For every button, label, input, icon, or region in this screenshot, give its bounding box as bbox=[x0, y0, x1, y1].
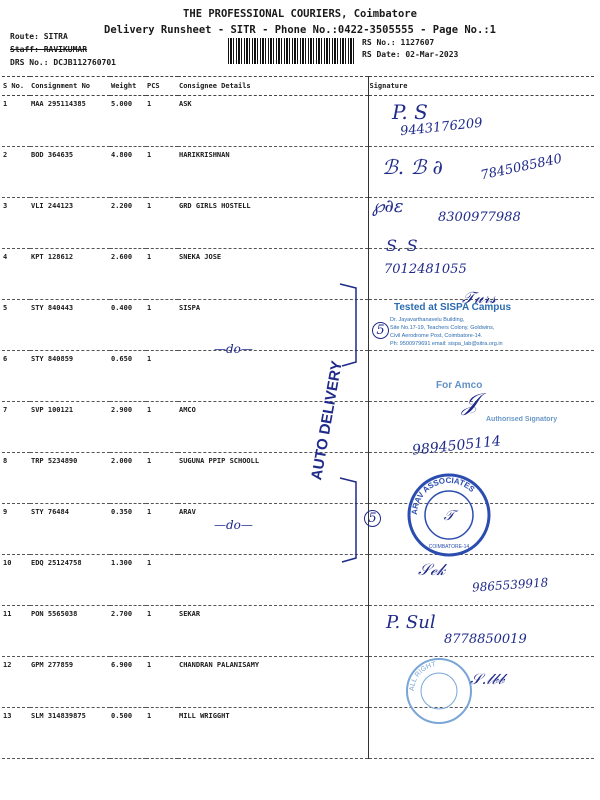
row-weight: 2.700 bbox=[110, 606, 146, 657]
phone-4: 7012481055 bbox=[384, 262, 467, 277]
ditto-mark-6: —do— bbox=[214, 342, 253, 356]
rs-date: RS Date: 02-Mar-2023 bbox=[362, 50, 459, 59]
row-pcs: 1 bbox=[146, 555, 178, 606]
row-sno: 2 bbox=[2, 147, 30, 198]
row-consignee: MILL WRIGGHT bbox=[178, 708, 368, 759]
arav-stamp bbox=[404, 470, 494, 560]
row-sno: 5 bbox=[2, 300, 30, 351]
svg-text:ALL RIGHT bbox=[409, 661, 437, 691]
row-consignee: SEKAR bbox=[178, 606, 368, 657]
table-row bbox=[2, 453, 594, 504]
table-row bbox=[2, 504, 594, 555]
row-sno: 12 bbox=[2, 657, 30, 708]
sispa-line: Dr. Jayavarthanavelu Building, bbox=[390, 317, 465, 323]
arav-city-text: COIMBATORE-14 bbox=[428, 544, 470, 550]
row-consignee: SUGUNA PPIP SCHOOLL bbox=[178, 453, 368, 504]
signature-2: ℬ. ℬ ∂ bbox=[382, 155, 443, 179]
signature-12: P. Sul bbox=[386, 612, 436, 633]
row-pcs: 1 bbox=[146, 96, 178, 147]
runsheet-subtitle: Delivery Runsheet - SITR - Phone No.:0422-3505555 - Page No.:1 bbox=[104, 24, 496, 36]
row-sno: 6 bbox=[2, 351, 30, 402]
row-consignee: ARAV bbox=[178, 504, 368, 555]
phone-3: 8300977988 bbox=[438, 210, 521, 225]
bottom-ring-stamp bbox=[404, 656, 474, 726]
row-consignment: EDQ 25124758 bbox=[30, 555, 110, 606]
row-pcs: 1 bbox=[146, 351, 178, 402]
row-weight: 6.900 bbox=[110, 657, 146, 708]
row-sno: 7 bbox=[2, 402, 30, 453]
rs-number: RS No.: 1127607 bbox=[362, 38, 435, 47]
sispa-line: Civil Aerodrome Post, Coimbatore-14. bbox=[390, 333, 483, 339]
row-consignment: PON 5565038 bbox=[30, 606, 110, 657]
auto-delivery-stamp: AUTO DELIVERY bbox=[308, 359, 346, 482]
signature-13: 𝒮.𝓁𝒷𝒷 bbox=[470, 670, 505, 688]
table-row bbox=[2, 708, 594, 759]
phone-1: 9443176209 bbox=[399, 115, 484, 140]
row-consignment: SLM 314839875 bbox=[30, 708, 110, 759]
row-consignment: STY 76484 bbox=[30, 504, 110, 555]
col-consignment: Consignment No bbox=[30, 77, 110, 96]
signature-1: P. S bbox=[392, 100, 428, 124]
table-row bbox=[2, 402, 594, 453]
signature-11: 𝒮ℯ𝓀 bbox=[418, 560, 446, 579]
row-consignee: CHANDRAN PALANISAMY bbox=[178, 657, 368, 708]
row-weight: 4.800 bbox=[110, 147, 146, 198]
row-pcs: 1 bbox=[146, 606, 178, 657]
company-name: THE PROFESSIONAL COURIERS, Coimbatore bbox=[183, 8, 417, 20]
sispa-stamp-body bbox=[390, 316, 503, 348]
arav-ring-text: ARAV ASSOCIATES bbox=[409, 475, 477, 516]
bracket-number-1: 5 bbox=[372, 322, 389, 339]
signature-4: S. S bbox=[386, 236, 418, 255]
row-pcs: 1 bbox=[146, 402, 178, 453]
table-row bbox=[2, 249, 594, 300]
row-consignee: HARIKRISHNAN bbox=[178, 147, 368, 198]
row-consignment: MAA 295114385 bbox=[30, 96, 110, 147]
staff-label: Staff: RAVIKUMAR bbox=[10, 45, 88, 54]
signature-7: 𝒥 bbox=[462, 388, 479, 416]
row-weight: 0.400 bbox=[110, 300, 146, 351]
row-weight: 0.500 bbox=[110, 708, 146, 759]
row-sno: 3 bbox=[2, 198, 30, 249]
row-pcs: 1 bbox=[146, 657, 178, 708]
sispa-stamp-title: Tested at SISPA Campus bbox=[394, 302, 512, 313]
col-weight: Weight bbox=[110, 77, 146, 96]
row-consignment: STY 840443 bbox=[30, 300, 110, 351]
row-consignment: BOD 364635 bbox=[30, 147, 110, 198]
sispa-line: Ph: 9500979691 email: sispa_lab@sitra.org.in bbox=[390, 341, 503, 347]
ditto-mark-10: —do— bbox=[214, 518, 253, 532]
row-weight: 0.350 bbox=[110, 504, 146, 555]
row-sno: 10 bbox=[2, 555, 30, 606]
col-consignee: Consignee Details bbox=[178, 77, 368, 96]
col-signature: Signature bbox=[368, 77, 594, 96]
bracket-number-2: 5 bbox=[364, 510, 381, 527]
drs-number: DRS No.: DCJB112760701 bbox=[10, 58, 116, 67]
row-consignee: AMCO bbox=[178, 402, 368, 453]
row-consignment: GPM 277859 bbox=[30, 657, 110, 708]
bracket-marks bbox=[338, 282, 362, 572]
row-sno: 8 bbox=[2, 453, 30, 504]
barcode bbox=[228, 38, 354, 64]
table-row bbox=[2, 351, 594, 402]
row-sno: 11 bbox=[2, 606, 30, 657]
col-pcs: PCS bbox=[146, 77, 178, 96]
sispa-line: Site No.17-19, Teachers Colony, Goldwins, bbox=[390, 325, 495, 331]
row-consignee: ASK bbox=[178, 96, 368, 147]
row-consignee: SISPA bbox=[178, 300, 368, 351]
row-pcs: 1 bbox=[146, 147, 178, 198]
row-pcs: 1 bbox=[146, 198, 178, 249]
row-consignment: STY 840859 bbox=[30, 351, 110, 402]
row-pcs: 1 bbox=[146, 453, 178, 504]
row-weight: 5.000 bbox=[110, 96, 146, 147]
row-consignee: GRD GIRLS HOSTELL bbox=[178, 198, 368, 249]
row-pcs: 1 bbox=[146, 300, 178, 351]
row-pcs: 1 bbox=[146, 708, 178, 759]
svg-text:𝒯: 𝒯 bbox=[443, 508, 455, 524]
row-sno: 9 bbox=[2, 504, 30, 555]
row-weight: 2.600 bbox=[110, 249, 146, 300]
row-consignment: KPT 128612 bbox=[30, 249, 110, 300]
amco-stamp-top: For Amco bbox=[436, 380, 483, 391]
table-header-row bbox=[2, 77, 594, 96]
row-signature bbox=[368, 708, 594, 759]
row-pcs: 1 bbox=[146, 504, 178, 555]
row-sno: 4 bbox=[2, 249, 30, 300]
row-sno: 13 bbox=[2, 708, 30, 759]
phone-2: 7845085840 bbox=[479, 151, 564, 184]
row-signature bbox=[368, 351, 594, 402]
signature-3: ℘∂ε bbox=[372, 196, 404, 217]
row-weight: 0.650 bbox=[110, 351, 146, 402]
phone-7: 9894505114 bbox=[411, 433, 502, 459]
row-sno: 1 bbox=[2, 96, 30, 147]
route-label: Route: SITRA bbox=[10, 32, 68, 41]
table-row bbox=[2, 606, 594, 657]
row-consignee: SNEKA JOSE bbox=[178, 249, 368, 300]
amco-stamp-bottom: Authorised Signatory bbox=[486, 416, 558, 423]
row-weight: 2.000 bbox=[110, 453, 146, 504]
row-consignment: VLI 244123 bbox=[30, 198, 110, 249]
row-pcs: 1 bbox=[146, 249, 178, 300]
row-weight: 1.300 bbox=[110, 555, 146, 606]
row-consignment: SVP 100121 bbox=[30, 402, 110, 453]
row-weight: 2.200 bbox=[110, 198, 146, 249]
col-sno: S No. bbox=[2, 77, 30, 96]
row-weight: 2.900 bbox=[110, 402, 146, 453]
phone-11: 9865539918 bbox=[471, 575, 549, 595]
table-row bbox=[2, 657, 594, 708]
phone-12: 8778850019 bbox=[444, 632, 527, 647]
row-consignment: TRP 5234890 bbox=[30, 453, 110, 504]
signature-5: 𝒯𝓊𝓇𝓈 bbox=[462, 288, 496, 307]
table-row bbox=[2, 96, 594, 147]
bottom-ring-text: ALL RIGHT bbox=[408, 661, 437, 692]
